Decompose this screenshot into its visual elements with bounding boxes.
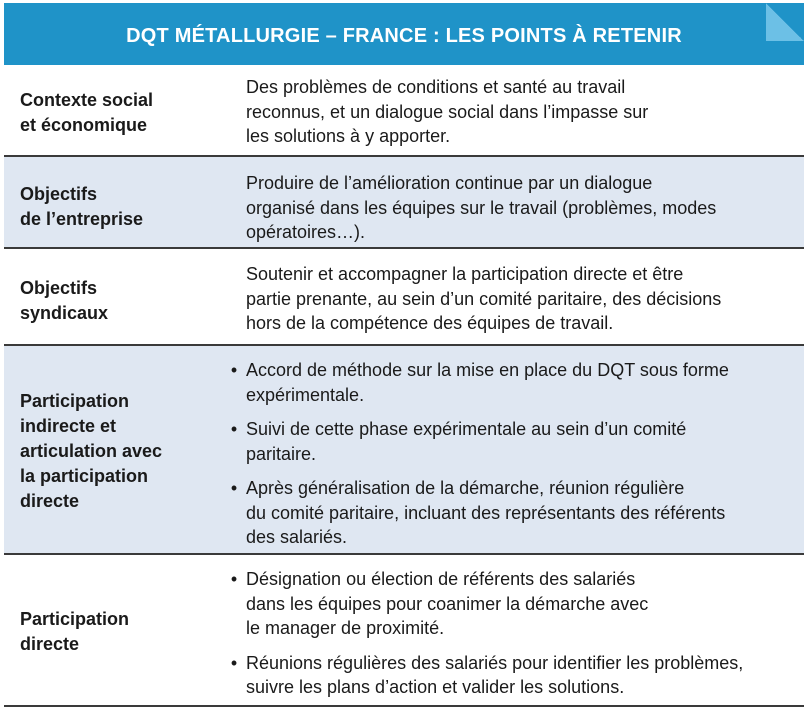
bullet-line: du comité paritaire, incluant des représentants des référents (246, 502, 726, 523)
bullet-line: des salariés. (246, 527, 348, 547)
bullet-item (226, 358, 796, 407)
bullet-item (226, 476, 796, 550)
row-label-line: Objectifs (20, 278, 98, 298)
row-text-line: organisé dans les équipes sur le travail (problèmes, modes (246, 197, 717, 218)
bullet-dot-icon: • (230, 569, 238, 589)
bullet-item (226, 567, 796, 641)
row-text (246, 75, 791, 149)
row-objectifs-entreprise (4, 157, 804, 249)
row-label-line: Participation (20, 391, 130, 411)
row-text (246, 262, 791, 336)
row-text-line: Des problèmes de conditions et santé au travail (246, 77, 626, 97)
row-objectifs-syndicaux (4, 249, 804, 346)
row-bullets (226, 358, 796, 550)
row-label (20, 276, 108, 326)
bullet-line: suivre les plans d’action et valider les solutions. (246, 677, 625, 697)
row-text-line: partie prenante, au sein d’un comité paritaire, des décisions (246, 288, 722, 309)
row-label (20, 607, 129, 657)
bullet-line: Désignation ou élection de référents des salariés (246, 569, 636, 589)
row-label-line: de l’entreprise (20, 209, 144, 229)
row-label-line: directe (20, 634, 80, 654)
row-text-line: opératoires…). (246, 222, 366, 242)
row-label (20, 389, 162, 514)
bullet-line: le manager de proximité. (246, 618, 445, 638)
row-label-line: Participation (20, 609, 130, 629)
row-text-line: reconnus, et un dialogue social dans l’impasse sur (246, 101, 649, 122)
row-label (20, 182, 143, 232)
row-text-line: Produire de l’amélioration continue par un dialogue (246, 173, 653, 193)
bullet-line: paritaire. (246, 443, 317, 464)
row-text (246, 171, 791, 245)
row-label (20, 88, 153, 138)
bullet-line: Suivi de cette phase expérimentale au sein d’un comité (246, 419, 687, 439)
row-text-line: hors de la compétence des équipes de travail. (246, 313, 614, 333)
table-header (4, 3, 804, 65)
bullet-item (226, 651, 796, 700)
row-label-line: la participation (20, 466, 149, 486)
table-title: DQT MÉTALLURGIE – FRANCE : LES POINTS À RETENIR (126, 24, 682, 47)
row-label-line: et économique (20, 115, 148, 135)
row-label-line: indirecte et (20, 416, 117, 436)
row-label-line: syndicaux (20, 303, 109, 323)
row-label-line: directe (20, 491, 80, 511)
row-text-line: Soutenir et accompagner la participation directe et être (246, 264, 684, 284)
row-label-line: Contexte social (20, 90, 154, 110)
row-participation-indirecte (4, 346, 804, 555)
bullet-dot-icon: • (230, 652, 238, 673)
bullet-line: Réunions régulières des salariés pour identifier les problèmes, (246, 652, 744, 673)
row-text-line: les solutions à y apporter. (246, 126, 451, 146)
bullet-line: dans les équipes pour coanimer la démarche avec (246, 593, 649, 614)
bullet-dot-icon: • (230, 360, 238, 380)
bullet-dot-icon: • (230, 478, 238, 498)
bullet-dot-icon: • (230, 419, 238, 439)
bullet-line: Après généralisation de la démarche, réunion régulière (246, 478, 685, 498)
bullet-line: Accord de méthode sur la mise en place du DQT sous forme (246, 360, 729, 380)
row-bullets (226, 567, 796, 700)
row-participation-directe (4, 555, 804, 707)
bullet-line: expérimentale. (246, 384, 365, 405)
folded-corner-icon (766, 3, 804, 41)
row-label-line: articulation avec (20, 441, 163, 461)
row-label-line: Objectifs (20, 184, 98, 204)
row-contexte (4, 65, 804, 157)
bullet-item (226, 417, 796, 466)
